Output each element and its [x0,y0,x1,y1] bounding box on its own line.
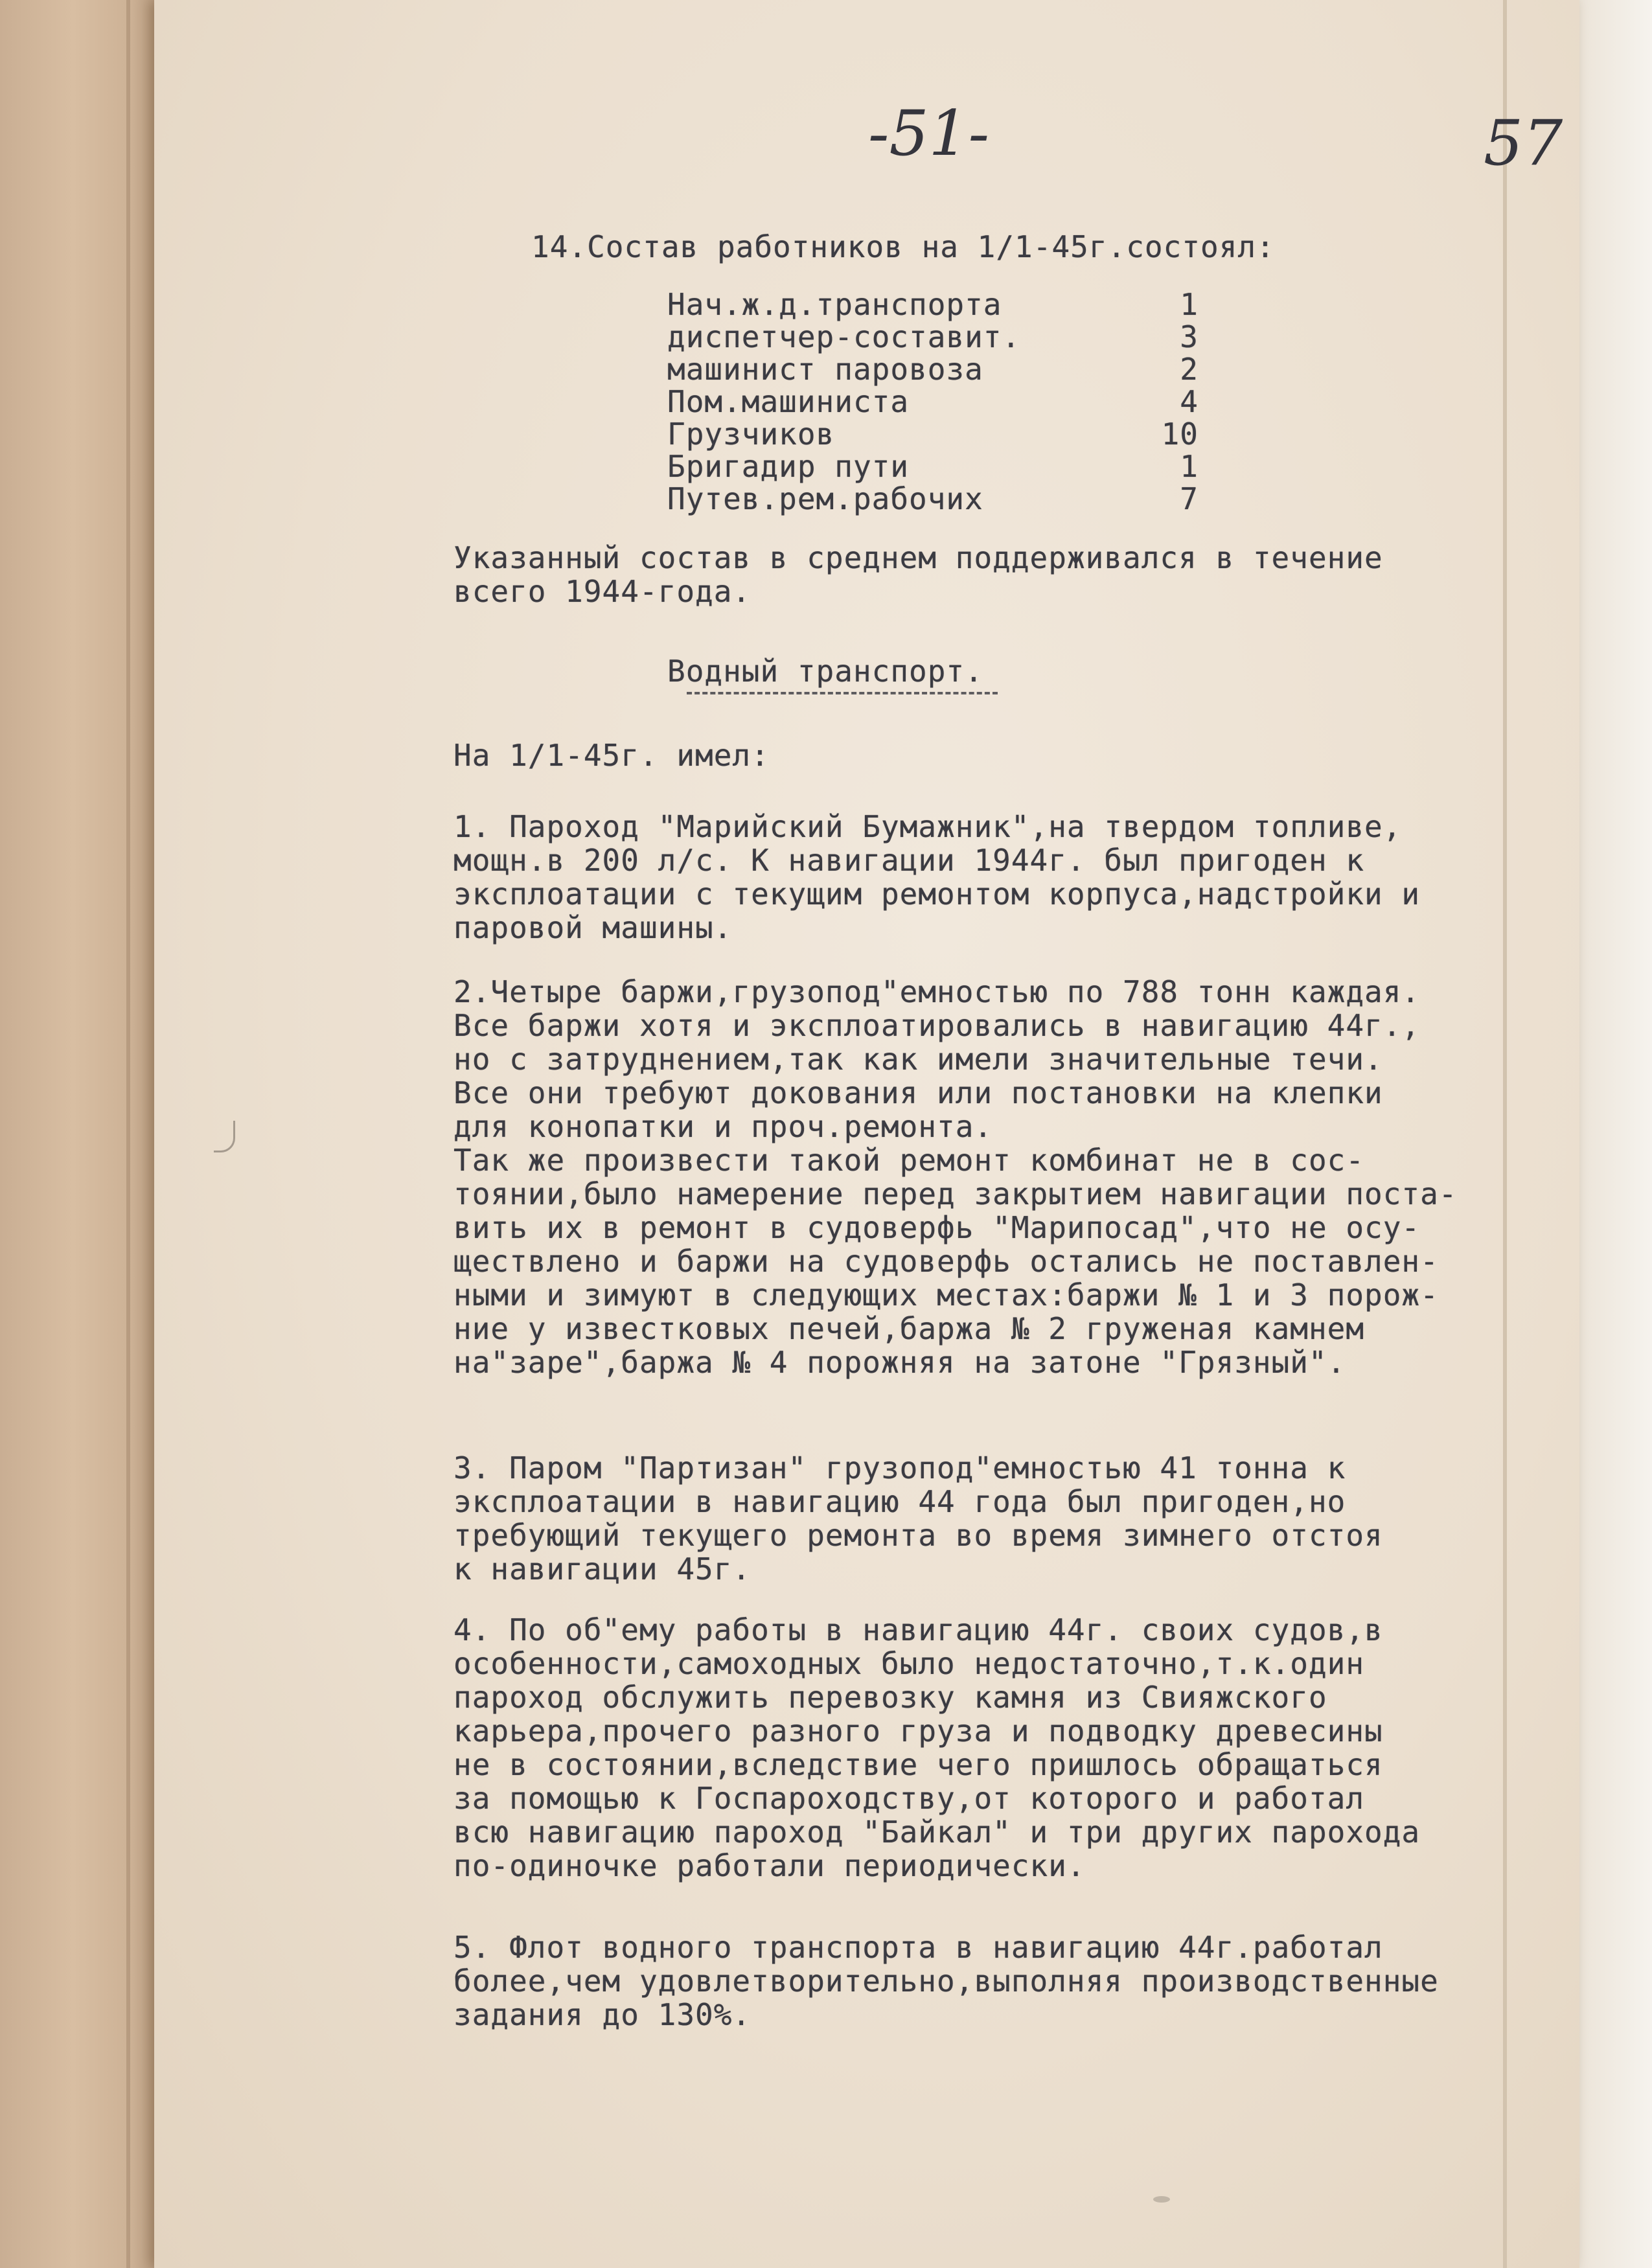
text-line: ществлено и баржи на судоверфь остались не поставлен- [453,1244,1439,1279]
text-line: ными и зимуют в следующих местах:баржи № 1 и 3 порож- [453,1277,1439,1312]
staff-count: 3 [1180,319,1199,354]
text-line: 3. Паром "Партизан" грузопод"емностью 41 тонна к [453,1450,1346,1485]
item-1-paragraph [453,810,1420,945]
text-line: к навигации 45г. [453,1552,751,1586]
text-line: паровой машины. [453,910,733,945]
text-line: но с затруднением,так как имели значительные течи. [453,1042,1383,1077]
staff-count: 10 [1161,417,1199,452]
binding-fold [126,0,130,2268]
text-line: Все они требуют докования или постановки на клепки [453,1075,1383,1110]
staff-row [667,483,1199,515]
staff-role: Нач.ж.д.транспорта [667,287,1002,322]
text-line: всего 1944-года. [453,574,751,609]
text-line: эксплоатации в навигацию 44 года был пригоден,но [453,1484,1346,1519]
text-line: требующий текущего ремонта во время зимнего отстоя [453,1518,1383,1553]
staff-row [667,353,1199,385]
folder-binding [0,0,162,2268]
text-line: карьера,прочего разного груза и подводку древесины [453,1713,1383,1748]
text-line: для конопатки и проч.ремонта. [453,1109,993,1144]
text-line: не в состоянии,вследствие чего пришлось обращаться [453,1747,1383,1782]
staff-list [667,288,1199,515]
staff-role: Путев.рем.рабочих [667,481,983,516]
text-line: эксплоатации с текущим ремонтом корпуса,надстройки и [453,876,1421,911]
staff-role: Грузчиков [667,417,835,452]
text-line: Указанный состав в среднем поддерживался в течение [453,540,1383,575]
text-line: пароход обслужить перевозку камня из Свияжского [453,1680,1327,1715]
as-of-line: На 1/1-45г. имел: [453,738,770,773]
staff-role: Бригадир пути [667,449,910,484]
item-2-paragraph [453,975,1420,1143]
staff-role: диспетчер-составит. [667,319,1021,354]
item-3-paragraph [453,1451,1383,1586]
section-heading: Водный транспорт. [667,654,983,689]
staff-row [667,321,1199,353]
text-line: более,чем удовлетворительно,выполняя производственные [453,1964,1439,1999]
staff-row [667,288,1199,321]
staff-row [667,450,1199,483]
page-number: -51- [868,97,990,170]
text-line: по-одиночке работали периодически. [453,1848,1086,1883]
text-line: мощн.в 200 л/с. К навигации 1944г. был пригоден к [453,843,1365,878]
text-line: всю навигацию пароход "Байкал" и три других парохода [453,1815,1421,1850]
text-line: 4. По об"ему работы в навигацию 44г. своих судов,в [453,1612,1383,1647]
intro-paragraph [453,541,1383,608]
item-5-paragraph [453,1930,1439,2032]
staff-count: 1 [1180,449,1199,484]
text-line: 1. Пароход "Марийский Бумажник",на твердом топливе, [453,809,1402,844]
item-4-paragraph [453,1613,1420,1883]
staff-count: 2 [1180,352,1199,387]
text-line: на"заре",баржа № 4 порожняя на затоне "Грязный". [453,1345,1346,1380]
text-line: задания до 130%. [453,1997,751,2032]
sheet-edge [1503,0,1507,2268]
heading-underline [687,692,998,694]
staff-role: Пом.машиниста [667,384,910,419]
staff-count: 4 [1180,384,1199,419]
archive-number: 57 [1484,107,1563,179]
staff-role: машинист паровоза [667,352,983,387]
text-line: вить их в ремонт в судоверфь "Марипосад",что не осу- [453,1210,1421,1245]
text-line: 5. Флот водного транспорта в навигацию 44г.работал [453,1930,1383,1965]
section-title: 14.Состав работников на 1/1-45г.состоял: [531,229,1275,264]
text-line: Все баржи хотя и эксплоатировались в навигацию 44г., [453,1008,1421,1043]
staff-row [667,385,1199,418]
staff-count: 1 [1180,287,1199,322]
text-line: 2.Четыре баржи,грузопод"емностью по 788 тонн каждая. [453,974,1421,1009]
text-line: Так же произвести такой ремонт комбинат не в сос- [453,1143,1365,1178]
staff-count: 7 [1180,481,1199,516]
text-line: ние у известковых печей,баржа № 2 груженая камнем [453,1311,1365,1346]
text-line: за помощью к Госпароходству,от которого и работал [453,1781,1365,1816]
staff-row [667,418,1199,450]
backdrop [1574,0,1652,2268]
text-line: особенности,самоходных было недостаточно,т.к.один [453,1646,1365,1681]
item-2-continuation [453,1143,1458,1379]
text-line: тоянии,было намерение перед закрытием навигации поста- [453,1176,1458,1211]
ink-blot [1153,2196,1170,2203]
